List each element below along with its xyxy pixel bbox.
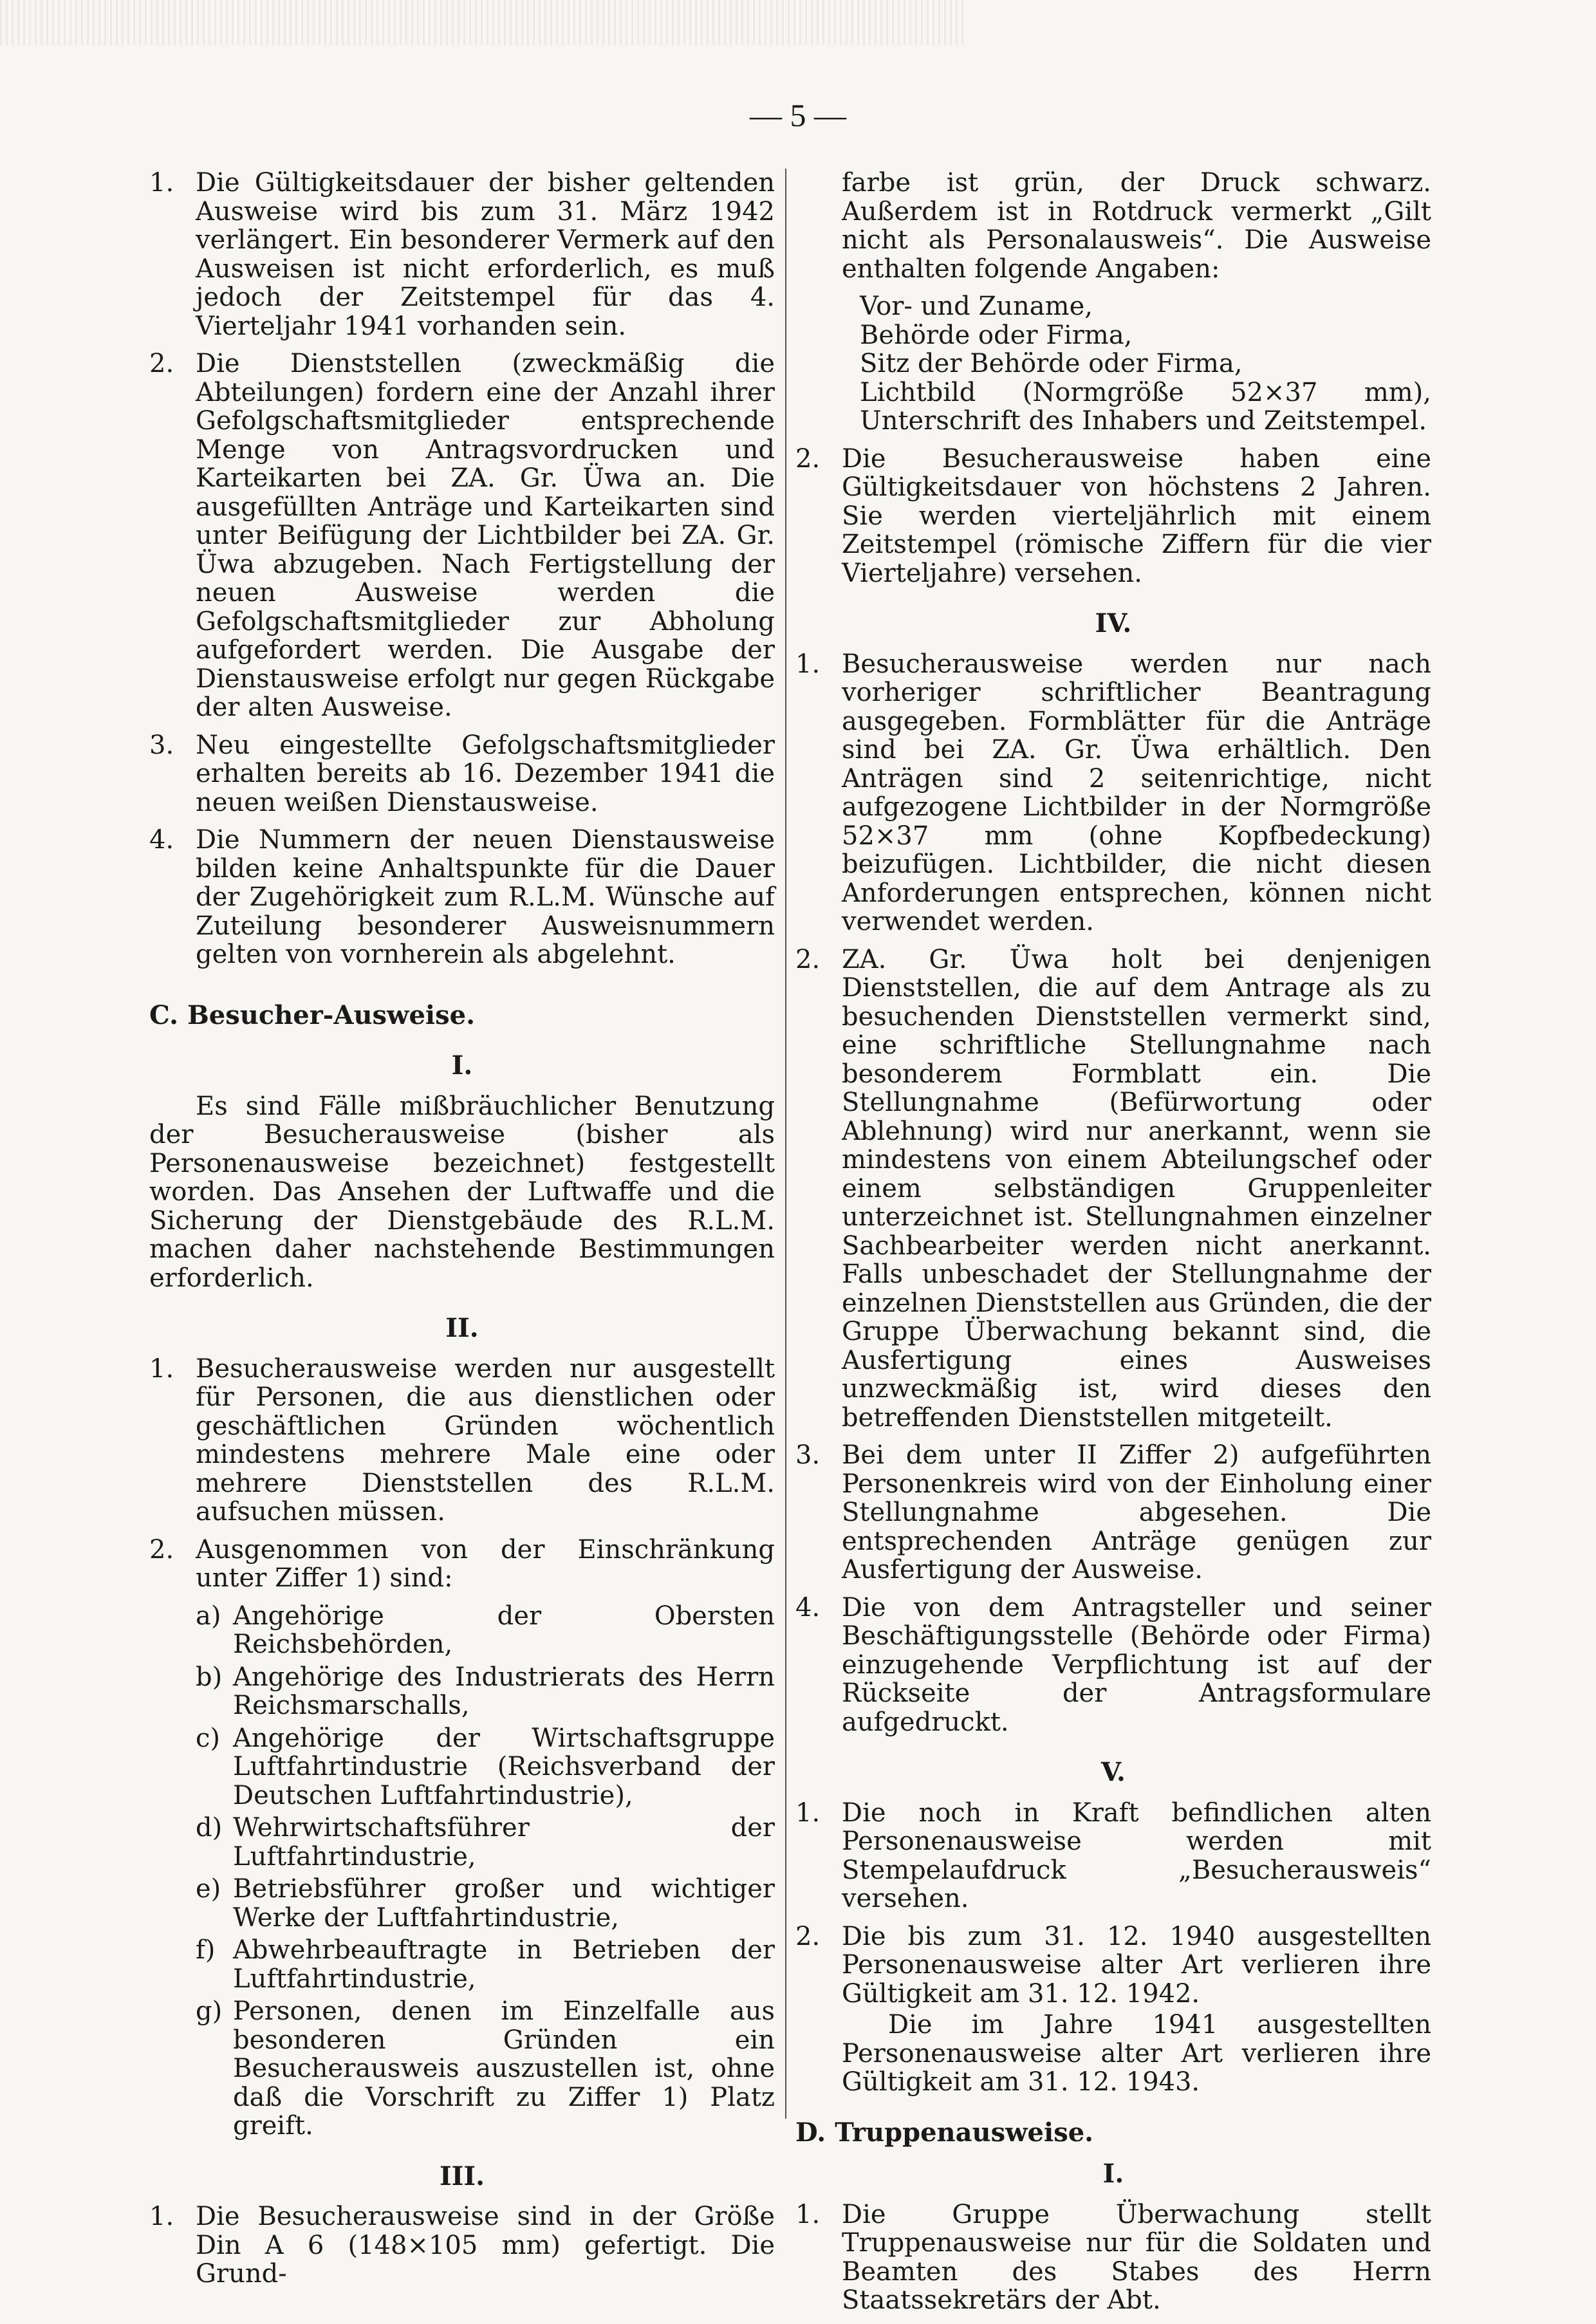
sub-item-text: Angehörige der Obersten Reichsbehörden, xyxy=(233,1601,775,1659)
list-item xyxy=(149,1355,775,1527)
left-column xyxy=(149,169,775,2298)
list-item xyxy=(795,445,1431,588)
list-item xyxy=(149,2202,775,2289)
item-number: 2. xyxy=(795,944,821,974)
item-text: Die Besucherausweise haben eine Gültigkeitsdauer von höchstens 2 Jahren. Sie werden vierteljährlich mit einem Zeitstempel (römische Ziffern für die vier Vierteljahre) versehen. xyxy=(842,443,1431,588)
sub-item-letter: b) xyxy=(196,1662,223,1692)
item-text: Die Gruppe Überwachung stellt Truppenausweise nur für die Soldaten und Beamten des Stabes des Herrn Staatssekretärs der Abt. xyxy=(842,2199,1431,2315)
list-item xyxy=(149,731,775,817)
item-number: 2. xyxy=(795,443,821,474)
sub-item-text: Abwehrbeauftragte in Betrieben der Luftfahrtindustrie, xyxy=(233,1935,775,1994)
item-text: Besucherausweise werden nur ausgestellt für Personen, die aus dienstlichen oder geschäftlichen Gründen wöchentlich mindestens mehrere Male eine oder mehrere Dienststellen des R.L.M. aufsuchen müssen. xyxy=(196,1353,775,1527)
item-text: Ausgenommen von der Einschränkung unter Ziffer 1) sind: xyxy=(196,1534,775,1593)
list-item xyxy=(149,349,775,722)
sub-item-letter: g) xyxy=(196,1996,223,2026)
item-number: 1. xyxy=(795,1798,821,1828)
item-text: Die Besucherausweise sind in der Größe Din A 6 (148×105 mm) gefertigt. Die Grund- xyxy=(196,2202,775,2289)
item-text: Besucherausweise werden nur nach vorheriger schriftlicher Beantragung ausgegeben. Formblätter für die Anträge sind bei ZA. Gr. Üwa erhältlich. Den Anträgen sind 2 seitenrichtige, nicht aufgezogene Lichtbilder in der Normgröße 52×37 mm (ohne Kopfbedeckung) beizufügen. Lichtbilder, die nicht diesen Anforderungen entsprechen, können nicht verwendet werden. xyxy=(842,649,1431,936)
sub-item-letter: e) xyxy=(196,1874,221,1904)
list-item xyxy=(795,1799,1431,1913)
section-heading-d: D. Truppenausweise. xyxy=(795,2117,1094,2148)
paragraph: Die im Jahre 1941 ausgestellten Personenausweise alter Art verlieren ihre Gültigkeit am 31. 12. 1943. xyxy=(842,2010,1431,2097)
sub-item-text: Angehörige der Wirtschaftsgruppe Luftfahrtindustrie (Reichsverband der Deutschen Luftfahrtindustrie), xyxy=(233,1723,775,1810)
sub-list-item xyxy=(196,1814,775,1871)
list-item xyxy=(795,650,1431,936)
page-number: — 5 — xyxy=(750,97,846,133)
sub-item-text: Angehörige des Industrierats des Herrn Reichsmarschalls, xyxy=(233,1662,775,1720)
roman-heading: I. xyxy=(1102,2159,1124,2189)
list-item xyxy=(149,826,775,969)
item-number: 1. xyxy=(149,1353,174,1384)
roman-heading: II. xyxy=(445,1313,479,1343)
item-text: Die noch in Kraft befindlichen alten Personenausweise werden mit Stempelaufdruck „Besucherausweis“ versehen. xyxy=(842,1798,1431,1913)
sub-item-text: Wehrwirtschaftsführer der Luftfahrtindustrie, xyxy=(233,1813,775,1872)
item-number: 1. xyxy=(149,2202,174,2231)
item-text: Die Nummern der neuen Dienstausweise bilden keine Anhaltspunkte für die Dauer der Zugehörigkeit zum R.L.M. Wünsche auf Zuteilung besonderer Ausweisnummern gelten von vornherein als abgelehnt. xyxy=(196,825,775,969)
item-text: farbe ist grün, der Druck schwarz. Außerdem ist in Rotdruck vermerkt „Gilt nicht als Personalausweis“. Die Ausweise enthalten folgende Angaben: xyxy=(842,168,1431,284)
list-item xyxy=(149,169,775,340)
roman-heading: IV. xyxy=(1095,608,1132,638)
field-line: Sitz der Behörde oder Firma, xyxy=(860,349,1243,378)
item-text: ZA. Gr. Üwa holt bei denjenigen Dienststellen, die auf dem Antrage als zu besuchenden Dienststellen vermerkt sind, eine schriftliche Stellungnahme nach besonderem Formblatt ein. Die Stellungnahme (Befürwortung oder Ablehnung) wird nur anerkannt, wenn sie mindestens von einem Abteilungschef oder einem selbständigen Gruppenleiter unterzeichnet ist. Stellungnahmen einzelner Sachbearbeiter werden nicht anerkannt. Falls unbeschadet der Stellungnahme der einzelnen Dienststellen aus Gründen, die der Gruppe Überwachung bekannt sind, die Ausfertigung eines Ausweises unzweckmäßig ist, wird dieses den betreffenden Dienststellen mitgeteilt. xyxy=(842,944,1431,1433)
item-number: 1. xyxy=(795,2199,821,2229)
sub-list-item xyxy=(196,1997,775,2141)
paragraph: Es sind Fälle mißbräuchlicher Benutzung der Besucherausweise (bisher als Personenausweise bezeichnet) festgestellt worden. Das Ansehen der Luftwaffe und die Sicherung der Dienstgebäude des R.L.M. machen daher nachstehende Bestimmungen erforderlich. xyxy=(149,1091,775,1293)
section-heading-c: C. Besucher-Ausweise. xyxy=(149,999,476,1030)
sub-list-item xyxy=(196,1663,775,1720)
list-item xyxy=(149,1536,775,1593)
item-text: Neu eingestellte Gefolgschaftsmitglieder erhalten bereits ab 16. Dezember 1941 die neuen weißen Dienstausweise. xyxy=(196,730,775,817)
list-item xyxy=(795,1594,1431,1737)
sub-list-item xyxy=(196,1936,775,1993)
item-number: 2. xyxy=(149,349,174,378)
item-text: Die von dem Antragsteller und seiner Beschäftigungsstelle (Behörde oder Firma) einzugehende Verpflichtung ist auf der Rückseite der Antragsformulare aufgedruckt. xyxy=(842,1592,1431,1737)
item-number: 4. xyxy=(795,1592,821,1622)
item-text: Die bis zum 31. 12. 1940 ausgestellten Personenausweise alter Art verlieren ihre Gültigkeit am 31. 12. 1942. xyxy=(842,1921,1431,2009)
sub-list-item xyxy=(196,1724,775,1810)
sub-list-item xyxy=(196,1875,775,1932)
list-item xyxy=(795,1441,1431,1585)
field-line: Vor- und Zuname, xyxy=(860,292,1093,321)
item-number: 3. xyxy=(149,730,174,760)
item-number: 4. xyxy=(149,825,174,855)
sub-item-text: Personen, denen im Einzelfalle aus besonderen Gründen ein Besucherausweis auszustellen ist, ohne daß die Vorschrift zu Ziffer 1) Platz greift. xyxy=(233,1996,775,2141)
field-line: Lichtbild (Normgröße 52×37 mm), Unterschrift des Inhabers und Zeitstempel. xyxy=(860,377,1431,436)
sub-item-text: Betriebsführer großer und wichtiger Werke der Luftfahrtindustrie, xyxy=(233,1874,775,1933)
field-line: Behörde oder Firma, xyxy=(860,320,1133,350)
item-number: 1. xyxy=(795,649,821,679)
item-text: Die Dienststellen (zweckmäßig die Abteilungen) fordern eine der Anzahl ihrer Gefolgschaftsmitglieder entsprechende Menge von Antragsvordrucken und Karteikarten bei ZA. Gr. Üwa an. Die ausgefüllten Anträge und Karteikarten sind unter Beifügung der Lichtbilder bei ZA. Gr. Üwa abzugeben. Nach Fertigstellung der neuen Ausweise werden die Gefolgschaftsmitglieder zur Abholung aufgefordert werden. Die Ausgabe der Dienstausweise erfolgt nur gegen Rückgabe der alten Ausweise. xyxy=(196,349,775,722)
list-item xyxy=(795,1922,1431,2009)
item-number: 2. xyxy=(149,1534,174,1565)
roman-heading: V. xyxy=(1101,1757,1126,1787)
right-column xyxy=(795,169,1431,2324)
list-item-continued xyxy=(795,169,1431,283)
sub-item-letter: d) xyxy=(196,1813,223,1843)
roman-heading: I. xyxy=(451,1050,473,1081)
item-number: 2. xyxy=(795,1921,821,1951)
sub-list-item xyxy=(196,1602,775,1659)
item-text: Die Gültigkeitsdauer der bisher geltenden Ausweise wird bis zum 31. März 1942 verlängert. Ein besonderer Vermerk auf den Ausweisen ist nicht erforderlich, es muß jedoch der Zeitstempel für das 4. Vierteljahr 1941 vorhanden sein. xyxy=(196,168,775,341)
item-text: Bei dem unter II Ziffer 2) aufgeführten Personenkreis wird von der Einholung einer Stellungnahme abgesehen. Die entsprechenden Anträge genügen zur Ausfertigung der Ausweise. xyxy=(842,1440,1431,1585)
roman-heading: III. xyxy=(439,2161,485,2191)
sub-item-letter: f) xyxy=(196,1935,216,1965)
item-number: 3. xyxy=(795,1440,821,1470)
list-item xyxy=(795,945,1431,1433)
column-divider xyxy=(785,169,786,2119)
item-number: 1. xyxy=(149,168,174,198)
sub-item-letter: c) xyxy=(196,1723,221,1753)
scan-artifact xyxy=(0,0,965,45)
sub-item-letter: a) xyxy=(196,1601,221,1631)
